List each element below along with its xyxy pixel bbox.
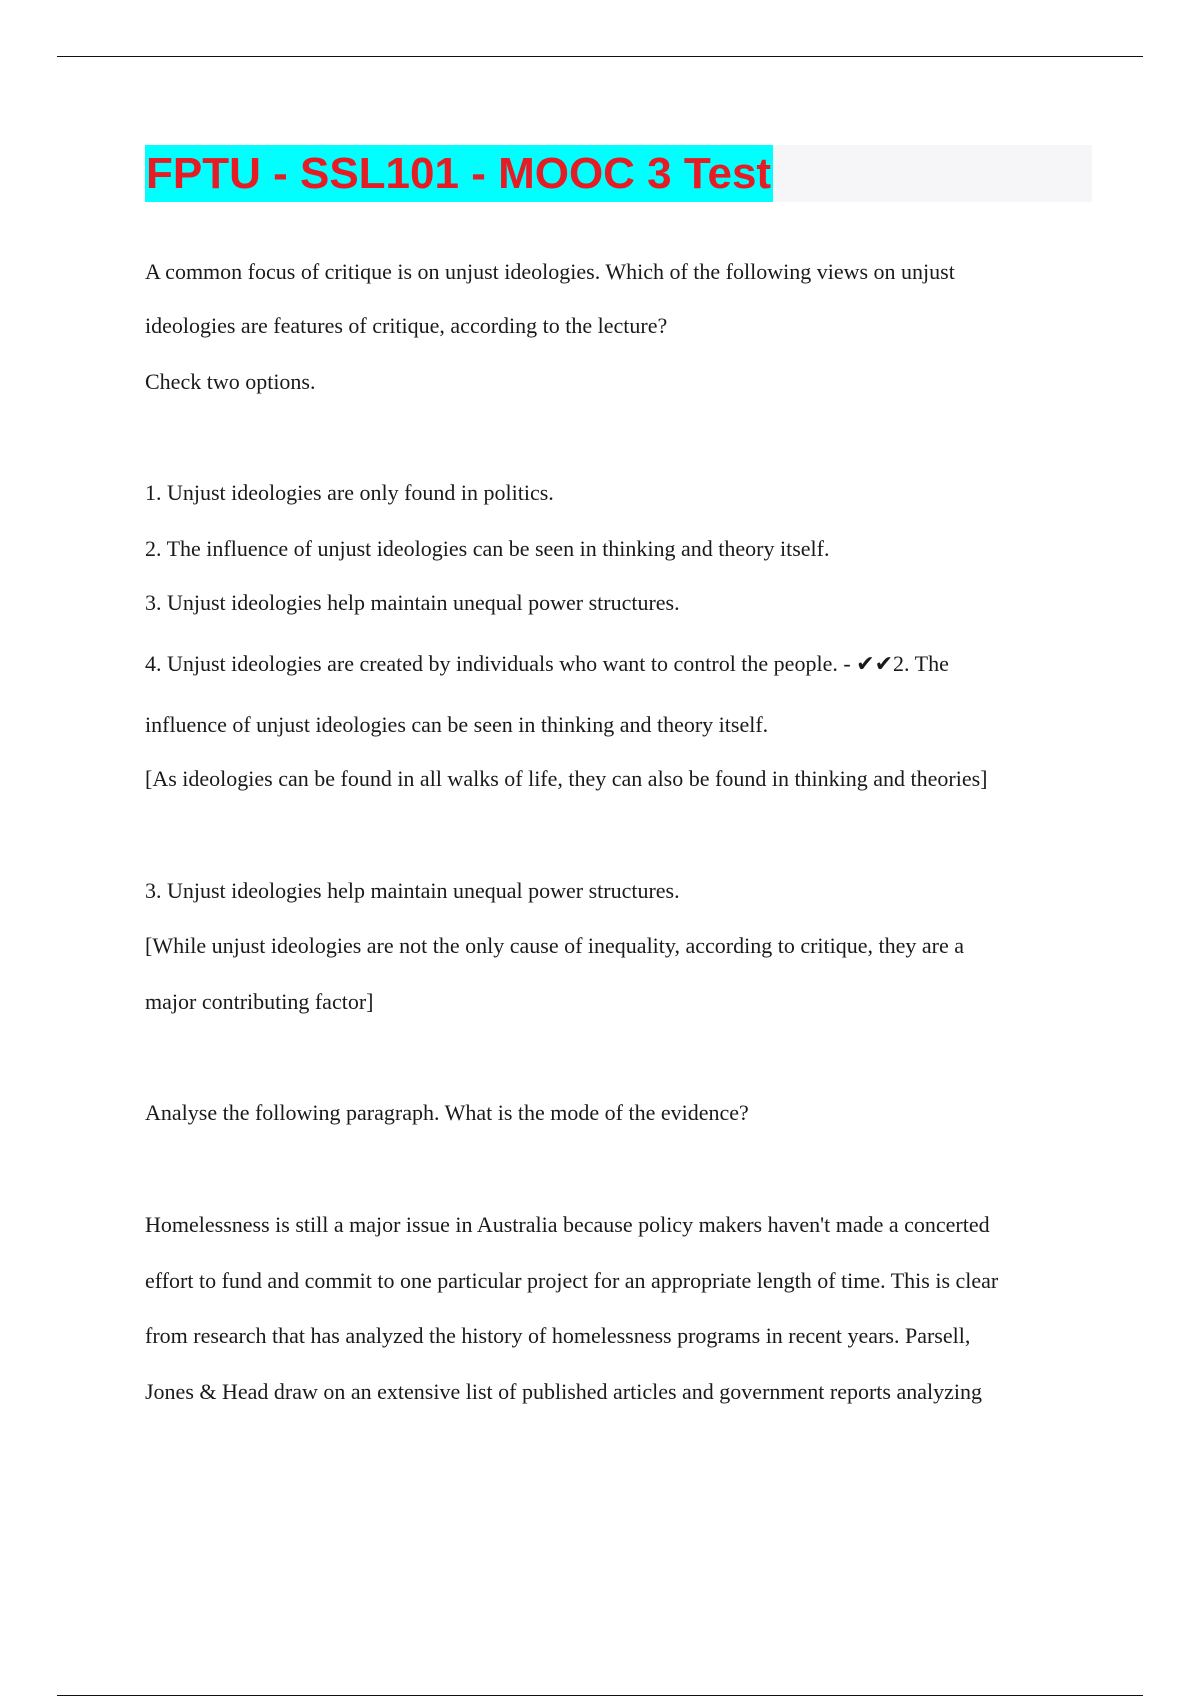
answer-1-continuation: influence of unjust ideologies can be seen in thinking and theory itself.: [145, 712, 769, 737]
paragraph-line-2: effort to fund and commit to one particular project for an appropriate length of time. This is clear: [145, 1268, 999, 1293]
paragraph-line-3: from research that has analyzed the history of homelessness programs in recent years. Parsell,: [145, 1323, 971, 1348]
answer-2: 3. Unjust ideologies help maintain unequal power structures.: [145, 878, 680, 903]
answer-2-explanation-line-2: major contributing factor]: [145, 989, 374, 1014]
answer-1-explanation: [As ideologies can be found in all walks of life, they can also be found in thinking and theories]: [145, 766, 988, 791]
option-3: 3. Unjust ideologies help maintain unequal power structures.: [145, 590, 680, 615]
question-2-prompt: Analyse the following paragraph. What is the mode of the evidence?: [145, 1100, 749, 1125]
option-4-with-answer: 4. Unjust ideologies are created by individuals who want to control the people. - ✔✔2. The: [145, 651, 949, 676]
title-banner: [145, 145, 1092, 202]
question-1-instruction: Check two options.: [145, 369, 316, 394]
question-1-prompt-line-2: ideologies are features of critique, according to the lecture?: [145, 313, 668, 338]
option-2: 2. The influence of unjust ideologies can be seen in thinking and theory itself.: [145, 536, 830, 561]
answer-2-explanation-line-1: [While unjust ideologies are not the only cause of inequality, according to critique, they are a: [145, 933, 965, 958]
footer-rule: [57, 1695, 1143, 1696]
option-1: 1. Unjust ideologies are only found in politics.: [145, 480, 554, 505]
document-title: FPTU - SSL101 - MOOC 3 Test: [145, 145, 773, 202]
question-1-prompt-line-1: A common focus of critique is on unjust ideologies. Which of the following views on unjust: [145, 259, 955, 284]
paragraph-line-4: Jones & Head draw on an extensive list of published articles and government reports analyzing: [145, 1379, 982, 1404]
header-rule: [57, 56, 1143, 57]
paragraph-line-1: Homelessness is still a major issue in Australia because policy makers haven't made a concerted: [145, 1212, 990, 1237]
